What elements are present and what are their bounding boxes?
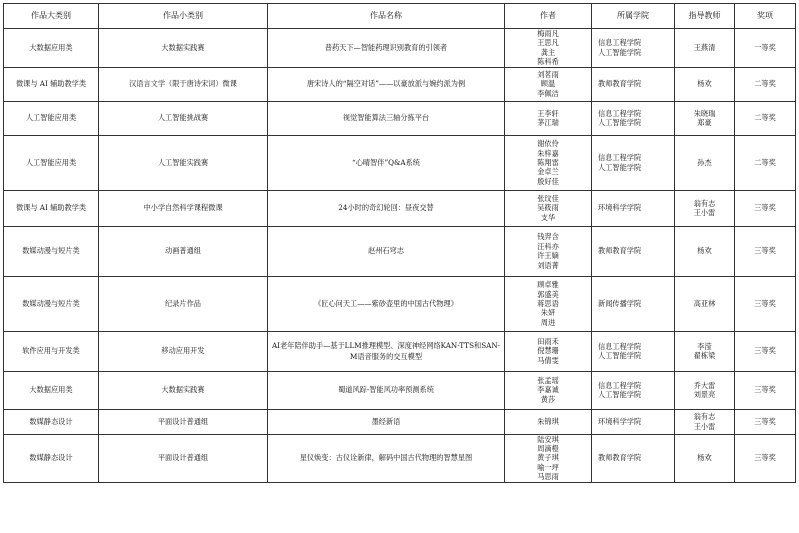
authors-cell xyxy=(505,101,592,135)
advisors-cell xyxy=(675,371,735,409)
header-category: 作品大类别 xyxy=(4,4,99,29)
title-cell: 24小时的奇幻轮回：昼夜交替 xyxy=(268,190,505,226)
subcategory-cell: 汉语言文学（限于唐诗宋词）微课 xyxy=(99,67,268,101)
title-cell: 星仪焕变：古仪诠新律，解码中国古代物理的智慧星图 xyxy=(268,434,505,482)
award-cell: 二等奖 xyxy=(735,135,796,190)
title-cell: AI老年陪伴助手—基于LLM推理模型、深度神经网络KAN-TTS和SAN-M语音服务的交互模型 xyxy=(268,331,505,371)
author-name: 倪慧珊 xyxy=(537,346,559,356)
title-cell: 赵州石穹志 xyxy=(268,226,505,276)
college-name: 信息工程学院 xyxy=(598,38,642,48)
author-name: 周滴橙 xyxy=(537,444,559,454)
author-name: 谢依伶 xyxy=(537,139,559,149)
authors-cell xyxy=(505,190,592,226)
subcategory-cell: 大数据实践赛 xyxy=(99,371,268,409)
subcategory-cell: 平面设计普通组 xyxy=(99,409,268,434)
college-cell xyxy=(592,190,675,226)
advisor-name: 刘景亮 xyxy=(693,390,716,400)
college-cell xyxy=(592,226,675,276)
advisor-name: 王小雷 xyxy=(693,421,716,431)
advisor-name: 杨欢 xyxy=(697,79,712,89)
author-name: 马倩雯 xyxy=(537,355,559,365)
author-name: 陈科希 xyxy=(537,57,559,67)
advisors-cell xyxy=(675,331,735,371)
subcategory-cell: 平面设计普通组 xyxy=(99,434,268,482)
college-name: 人工智能学院 xyxy=(598,390,642,400)
title-cell: 墨经新语 xyxy=(268,409,505,434)
award-cell: 三等奖 xyxy=(735,276,796,331)
authors-cell xyxy=(505,371,592,409)
title-cell: 唐宋诗人的“隔空对话”——以豪放派与婉约派为例 xyxy=(268,67,505,101)
college-name: 信息工程学院 xyxy=(598,341,642,351)
college-cell xyxy=(592,276,675,331)
author-name: 钱羿含 xyxy=(537,232,559,242)
author-name: 支华 xyxy=(540,212,556,222)
award-cell: 一等奖 xyxy=(735,29,796,68)
college-name: 信息工程学院 xyxy=(598,108,642,118)
author-name: 张孟瑶 xyxy=(537,376,559,386)
table-row xyxy=(4,371,796,409)
author-name: 王思凡 xyxy=(537,38,559,48)
author-name: 朱妍 xyxy=(540,308,556,318)
author-name: 田雨禾 xyxy=(537,337,559,347)
college-name: 人工智能学院 xyxy=(598,351,642,361)
college-name: 人工智能学院 xyxy=(598,162,642,172)
author-name: 陈翔雷 xyxy=(537,157,559,167)
advisor-name: 王小雷 xyxy=(693,208,716,218)
awards-table xyxy=(3,3,796,483)
category-cell: 微课与 AI 辅助教学类 xyxy=(4,67,99,101)
authors-cell xyxy=(505,434,592,482)
college-cell xyxy=(592,434,675,482)
subcategory-cell: 移动应用开发 xyxy=(99,331,268,371)
college-cell xyxy=(592,67,675,101)
table-row xyxy=(4,276,796,331)
subcategory-cell: 人工智能实践赛 xyxy=(99,135,268,190)
author-name: 黄子琪 xyxy=(537,453,559,463)
college-cell xyxy=(592,409,675,434)
table-body xyxy=(4,29,796,483)
category-cell: 人工智能应用类 xyxy=(4,101,99,135)
category-cell: 人工智能应用类 xyxy=(4,135,99,190)
category-cell: 数媒静态设计 xyxy=(4,434,99,482)
category-cell: 大数据应用类 xyxy=(4,371,99,409)
college-cell xyxy=(592,135,675,190)
advisors-cell xyxy=(675,190,735,226)
header-subcategory: 作品小类别 xyxy=(99,4,268,29)
author-name: 王李轩 xyxy=(537,108,559,118)
authors-cell xyxy=(505,135,592,190)
table-row xyxy=(4,101,796,135)
author-name: 顾卓雅 xyxy=(537,280,559,290)
table-row xyxy=(4,67,796,101)
advisor-name: 翁有志 xyxy=(693,198,716,208)
category-cell: 数媒静态设计 xyxy=(4,409,99,434)
college-cell xyxy=(592,29,675,68)
title-cell: 普药天下—智能药理识别教育的引领者 xyxy=(268,29,505,68)
advisors-cell xyxy=(675,434,735,482)
advisors-cell xyxy=(675,409,735,434)
author-name: 茅江瑞 xyxy=(537,118,559,128)
title-cell: 《匠心问天工——紫砂壶里的中国古代物理》 xyxy=(268,276,505,331)
table-row xyxy=(4,29,796,68)
college-name: 教师教育学院 xyxy=(598,453,642,463)
college-name: 新闻传播学院 xyxy=(598,298,642,308)
award-cell: 三等奖 xyxy=(735,371,796,409)
header-row xyxy=(4,4,796,29)
authors-cell xyxy=(505,276,592,331)
author-name: 马思雨 xyxy=(537,472,559,482)
advisor-name: 乔大雷 xyxy=(693,380,716,390)
category-cell: 数媒动漫与短片类 xyxy=(4,276,99,331)
award-cell: 三等奖 xyxy=(735,331,796,371)
advisors-cell xyxy=(675,67,735,101)
table-row xyxy=(4,434,796,482)
author-name: 陆安琪 xyxy=(537,434,559,444)
table-row xyxy=(4,331,796,371)
college-name: 信息工程学院 xyxy=(598,380,642,390)
category-cell: 大数据应用类 xyxy=(4,29,99,68)
author-name: 喻一坪 xyxy=(537,462,559,472)
authors-cell xyxy=(505,29,592,68)
subcategory-cell: 纪录片作品 xyxy=(99,276,268,331)
header-authors: 作者 xyxy=(505,4,592,29)
category-cell: 软件应用与开发类 xyxy=(4,331,99,371)
author-name: 周进 xyxy=(540,317,556,327)
author-name: 朱锦琪 xyxy=(537,416,559,426)
header-college: 所属学院 xyxy=(592,4,675,29)
author-name: 殷好佳 xyxy=(537,176,559,186)
header-advisors: 指导教师 xyxy=(675,4,735,29)
advisor-name: 翁有志 xyxy=(693,412,716,422)
title-cell: 蜀道风踪-智能风功率预测系统 xyxy=(268,371,505,409)
advisors-cell xyxy=(675,135,735,190)
author-name: 李嘉诚 xyxy=(537,385,559,395)
title-cell: 视觉智能算法三轴分拣平台 xyxy=(268,101,505,135)
authors-cell xyxy=(505,226,592,276)
table-row xyxy=(4,190,796,226)
award-cell: 二等奖 xyxy=(735,101,796,135)
author-name: 刘茗雨 xyxy=(537,70,559,80)
college-cell xyxy=(592,331,675,371)
authors-cell xyxy=(505,331,592,371)
author-name: 朱梓嘉 xyxy=(537,148,559,158)
awards-table-wrapper xyxy=(3,3,796,483)
award-cell: 三等奖 xyxy=(735,434,796,482)
college-cell xyxy=(592,371,675,409)
award-cell: 三等奖 xyxy=(735,190,796,226)
advisor-name: 郑豪 xyxy=(697,118,712,128)
college-name: 教师教育学院 xyxy=(598,79,642,89)
subcategory-cell: 中小学自然科学课程微课 xyxy=(99,190,268,226)
advisor-name: 杨欢 xyxy=(697,246,712,256)
advisor-name: 朱晓瑞 xyxy=(693,108,716,118)
award-cell: 二等奖 xyxy=(735,67,796,101)
table-row xyxy=(4,226,796,276)
author-name: 李佩洁 xyxy=(537,88,559,98)
author-name: 黄莎 xyxy=(540,394,556,404)
header-award: 奖项 xyxy=(735,4,796,29)
subcategory-cell: 动画普通组 xyxy=(99,226,268,276)
authors-cell xyxy=(505,67,592,101)
advisor-name: 王燕清 xyxy=(693,43,716,53)
advisors-cell xyxy=(675,226,735,276)
subcategory-cell: 人工智能挑战赛 xyxy=(99,101,268,135)
college-name: 人工智能学院 xyxy=(598,118,642,128)
title-cell: “心晴智伴”Q&A系统 xyxy=(268,135,505,190)
advisors-cell xyxy=(675,276,735,331)
author-name: 汪科亦 xyxy=(537,241,559,251)
category-cell: 数媒动漫与短片类 xyxy=(4,226,99,276)
advisor-name: 杨欢 xyxy=(697,453,712,463)
award-cell: 三等奖 xyxy=(735,409,796,434)
college-name: 环境科学学院 xyxy=(598,416,642,426)
author-name: 金卓兰 xyxy=(537,167,559,177)
advisor-name: 高亚林 xyxy=(693,298,716,308)
author-name: 郭盛美 xyxy=(537,289,559,299)
subcategory-cell: 大数据实践赛 xyxy=(99,29,268,68)
author-name: 顾温 xyxy=(540,79,556,89)
header-title: 作品名称 xyxy=(268,4,505,29)
award-cell: 三等奖 xyxy=(735,226,796,276)
college-name: 环境科学学院 xyxy=(598,203,642,213)
college-cell xyxy=(592,101,675,135)
advisors-cell xyxy=(675,29,735,68)
table-row xyxy=(4,135,796,190)
college-name: 教师教育学院 xyxy=(598,246,642,256)
author-name: 吴筱雨 xyxy=(537,203,559,213)
advisor-name: 李滢 xyxy=(697,341,712,351)
author-name: 许王嫡 xyxy=(537,251,559,261)
category-cell: 微课与 AI 辅助教学类 xyxy=(4,190,99,226)
college-name: 信息工程学院 xyxy=(598,153,642,163)
author-name: 刘语菁 xyxy=(537,260,559,270)
author-name: 梅雨凡 xyxy=(537,29,559,38)
advisor-name: 孙杰 xyxy=(697,157,712,167)
authors-cell xyxy=(505,409,592,434)
author-name: 龚主 xyxy=(540,47,556,57)
advisors-cell xyxy=(675,101,735,135)
author-name: 蒋思语 xyxy=(537,298,559,308)
table-row xyxy=(4,409,796,434)
advisor-name: 翟栋梁 xyxy=(693,351,716,361)
college-name: 人工智能学院 xyxy=(598,47,642,57)
author-name: 张玟佳 xyxy=(537,194,559,204)
